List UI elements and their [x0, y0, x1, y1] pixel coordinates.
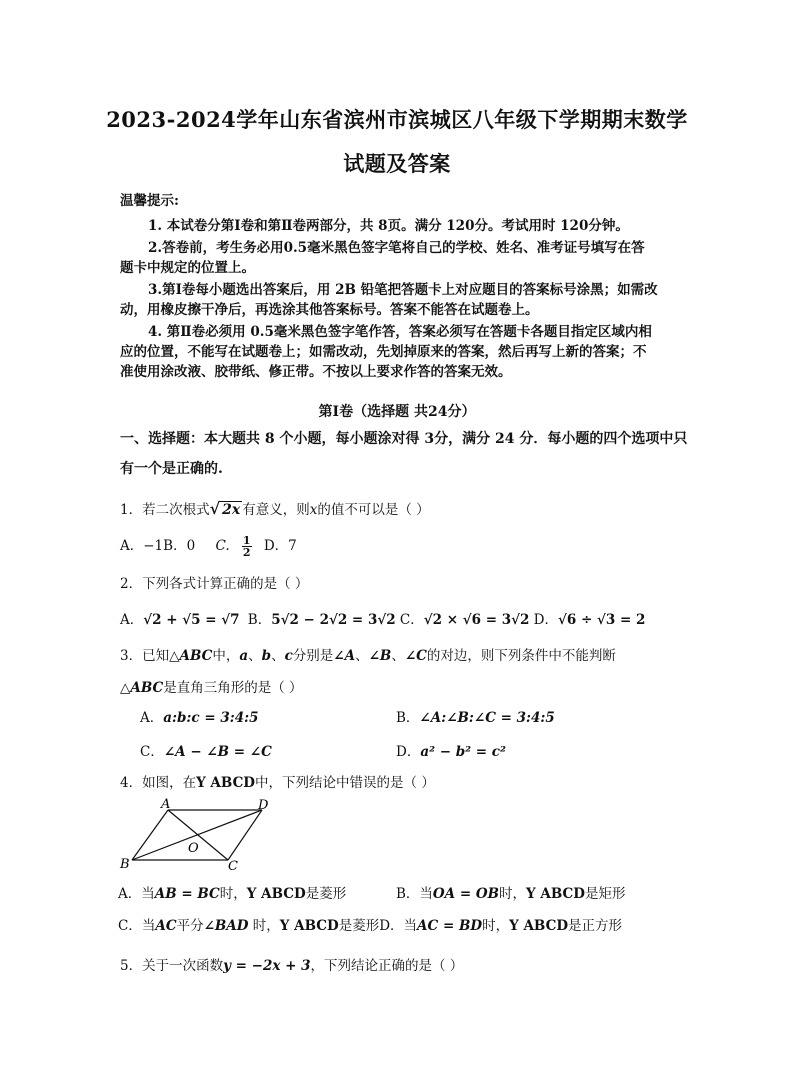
- question-5-stem: [120, 954, 463, 974]
- q4-post: 中，下列结论中错误的是（ ）: [255, 775, 435, 791]
- q2-option-d-label: D．: [533, 612, 558, 628]
- side-dc: [228, 810, 262, 860]
- q1-option-c-label: C.: [215, 538, 230, 554]
- q3-option-b: [396, 706, 555, 726]
- notice-line: 准使用涂改液、胶带纸、修正带。不按以上要求作答的答案无效。: [120, 364, 512, 380]
- q3-text: 、: [391, 648, 405, 664]
- notice-line: 应的位置，不能写在试题卷上；如需改动，先划掉原来的答案，然后再写上新的答案；不: [120, 344, 647, 360]
- q3-text: 分别是: [292, 648, 334, 664]
- q5-pre: 5．关于一次函数: [120, 958, 224, 974]
- q4-text: C．当: [118, 918, 156, 934]
- q3-option-d-label: D．: [396, 744, 421, 760]
- q3-text: 、: [355, 648, 369, 664]
- q2-option-a-expr: √2 + √5 = √7: [143, 612, 240, 628]
- q4-text: 是矩形: [584, 886, 626, 902]
- notice-line: 题卡中规定的位置上。: [120, 260, 255, 276]
- q2-option-b-label: B．: [247, 612, 272, 628]
- q4-text: 是菱形: [338, 918, 380, 934]
- question-4-stem: [120, 771, 435, 791]
- question-2-options: [120, 608, 645, 628]
- q4-text: D．当: [379, 918, 418, 934]
- notice-heading: 温馨提示:: [120, 193, 179, 209]
- q3-option-c-expr: ∠A − ∠B = ∠C: [163, 744, 272, 760]
- parallelogram-figure: [116, 796, 286, 872]
- q4-parallelogram: Y ABCD: [526, 886, 585, 902]
- q3-option-c-label: C．: [140, 744, 164, 760]
- q1-c-numerator: 1: [242, 534, 251, 547]
- section-intro: 有一个是正确的.: [120, 461, 223, 477]
- q1-option-c-fraction: [242, 535, 252, 558]
- q3-option-c: [140, 740, 272, 760]
- q4-parallelogram: Y ABCD: [246, 886, 306, 902]
- q3-angle-b: ∠B: [368, 648, 392, 664]
- q4-condition: AC: [155, 918, 177, 934]
- q4-text: 平分: [176, 918, 204, 934]
- q4-text: B．当: [396, 886, 433, 902]
- q4-pre: 4．如图，在: [120, 775, 197, 791]
- q4-condition: AB = BC: [154, 886, 220, 902]
- q3-text: 中，: [212, 648, 240, 664]
- question-3-stem: [120, 644, 616, 664]
- q3-option-a-expr: a:b:c = 3:4:5: [163, 710, 259, 726]
- section-title: 第Ⅰ卷（选择题 共24分）: [318, 404, 476, 420]
- question-1-options: [120, 534, 297, 558]
- notice-line: 3.第Ⅰ卷每小题选出答案后，用 2B 铅笔把答题卡上对应题目的答案标号涂黑；如需改: [148, 282, 658, 298]
- q3-side-c: c: [284, 648, 293, 664]
- q1-option-a-b: A．−1B．0: [120, 538, 196, 554]
- q3-angle-c: ∠C: [404, 648, 427, 664]
- q3-side-b: b: [261, 648, 272, 664]
- q4-option-b: [396, 882, 625, 902]
- q3-option-b-label: B．: [396, 710, 420, 726]
- q3-text: 、: [248, 648, 262, 664]
- radical-sign: √: [209, 499, 221, 518]
- q4-option-a: [118, 882, 346, 902]
- q3-triangle: △ABC: [120, 680, 164, 696]
- q3-option-d: [396, 740, 506, 760]
- q4-condition: AC = BD: [417, 918, 483, 934]
- q4-parallelogram: Y ABCD: [279, 918, 339, 934]
- q4-parallelogram: Y ABCD: [196, 775, 256, 791]
- q3-option-b-expr: ∠A:∠B:∠C = 3:4:5: [419, 710, 555, 726]
- vertex-a: A: [161, 797, 171, 812]
- q4-text: 时，: [499, 886, 527, 902]
- vertex-c: C: [228, 859, 238, 872]
- q4-text: 时，: [248, 918, 280, 934]
- notice-line: 1. 本试卷分第Ⅰ卷和第Ⅱ卷两部分，共 8页。满分 120分。考试用时 120分钟。: [148, 218, 629, 234]
- q2-option-d-expr: √6 ÷ √3 = 2: [558, 612, 646, 628]
- q4-condition: OA = OB: [432, 886, 500, 902]
- q2-option-b-expr: 5√2 − 2√2 = 3√2: [271, 612, 396, 628]
- notice-line: 4. 第Ⅱ卷必须用 0.5毫米黑色签字笔作答，答案必须写在答题卡各题目指定区域内相: [148, 324, 652, 340]
- question-2-stem: 2．下列各式计算正确的是（ ）: [120, 576, 309, 592]
- vertex-b: B: [120, 857, 130, 872]
- question-1-stem: [120, 498, 430, 518]
- notice-line: 2.答卷前，考生务必用0.5毫米黑色签字笔将自己的学校、姓名、准考证号填写在答: [148, 240, 645, 256]
- q3-option-a-label: A．: [140, 710, 164, 726]
- vertex-d: D: [258, 798, 269, 813]
- q3-option-a: [140, 706, 258, 726]
- q3-angle-a: ∠A: [333, 648, 356, 664]
- page-title-line2: 试题及答案: [343, 151, 451, 176]
- q3-option-d-expr: a² − b² = c²: [420, 744, 506, 760]
- q3-side-a: a: [239, 648, 249, 664]
- q3-text: 、: [271, 648, 285, 664]
- q1-post: 有意义，则: [242, 502, 310, 518]
- q1-var: x: [309, 502, 318, 518]
- q4-text: 是正方形: [568, 918, 623, 934]
- q1-radicand: 2x: [222, 502, 241, 518]
- q5-post: ，下列结论正确的是（ ）: [310, 958, 464, 974]
- q4-text: A．当: [118, 886, 155, 902]
- q3-text: 是直角三角形的是（ ）: [163, 680, 303, 696]
- q1-option-d: D．7: [263, 538, 297, 554]
- q3-triangle: △ABC: [169, 648, 213, 664]
- q3-pre: 3．已知: [120, 648, 170, 664]
- q1-post2: 的值不可以是（ ）: [317, 502, 430, 518]
- q4-parallelogram: Y ABCD: [509, 918, 569, 934]
- center-o: O: [188, 841, 199, 856]
- q2-option-c-label: C．: [399, 612, 424, 628]
- q3-text: 的对边，则下列条件中不能判断: [426, 648, 616, 664]
- q1-c-denominator: 2: [242, 546, 251, 559]
- q5-function: y = −2x + 3: [223, 958, 311, 974]
- q4-text: 时，: [219, 886, 247, 902]
- section-intro: 一、选择题：本大题共 8 个小题，每小题涂对得 3分，满分 24 分．每小题的四个选项中只: [120, 431, 688, 447]
- q2-option-a-label: A．: [120, 612, 144, 628]
- question-3-stem-cont: [120, 676, 303, 696]
- q2-option-c-expr: √2 × √6 = 3√2: [423, 612, 530, 628]
- q1-pre: 1．若二次根式: [120, 502, 210, 518]
- q4-text: 是菱形: [305, 886, 347, 902]
- notice-line: 动，用橡皮擦干净后，再选涂其他答案标号。答案不能答在试题卷上。: [120, 302, 539, 318]
- page-title-line1: 2023-2024学年山东省滨州市滨城区八年级下学期期末数学: [106, 107, 688, 132]
- q4-angle: ∠BAD: [203, 918, 249, 934]
- q4-option-c: [118, 914, 622, 934]
- q4-text: 时，: [482, 918, 510, 934]
